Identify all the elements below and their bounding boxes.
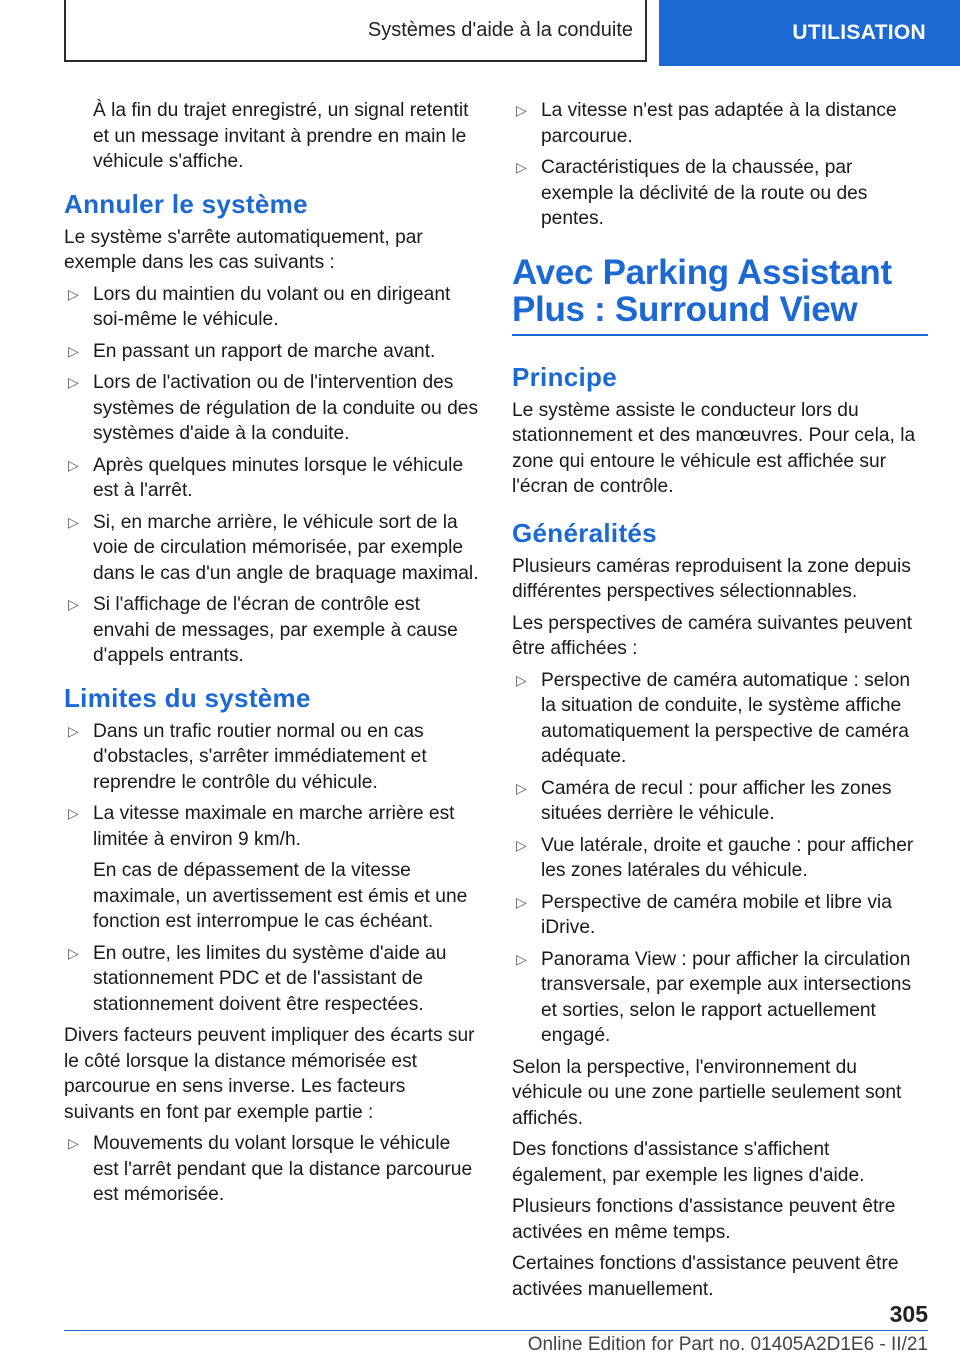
list-item: ▷ La vitesse maximale en marche arrière est limitée à environ 9 km/h. En cas de dépassement de la vitesse maximale, un avertissement est émis et une fonction est interrompue le cas échéant. xyxy=(64,801,480,935)
camera-perspectives-list xyxy=(512,668,928,1049)
triangle-bullet-icon: ▷ xyxy=(68,456,79,473)
list-item: ▷ En outre, les limites du système d'aide au stationnement PDC et de l'assistant de stationnement doivent être respectées. xyxy=(68,942,447,1015)
principle-text: Le système assiste le conducteur lors du stationnement et des manœuvres. Pour cela, la zone qui entoure le véhicule est affichée sur l'écran de contrôle. xyxy=(512,399,916,497)
triangle-bullet-icon: ▷ xyxy=(68,1135,79,1151)
general-text-1: Plusieurs caméras reproduisent la zone depuis différentes perspectives sélectionnables. xyxy=(512,555,911,602)
list-item: ▷ En passant un rapport de marche avant. xyxy=(64,339,480,365)
header-chapter-tab xyxy=(659,0,960,66)
list-item: ▷ Mouvements du volant lorsque le véhicule est l'arrêt pendant que la distance parcourue est mémorisée. xyxy=(68,1133,473,1205)
general-text-4: Des fonctions d'assistance s'affichent également, par exemple les lignes d'aide. xyxy=(512,1139,865,1186)
heading-general: Généralités xyxy=(512,517,657,548)
left-column xyxy=(64,98,480,1214)
heading-cancel-system: Annuler le système xyxy=(64,188,308,219)
heading-surround-view: Avec Parking Assistant Plus : Surround View xyxy=(512,254,928,336)
list-item: ▷ Perspective de caméra mobile et libre via iDrive. xyxy=(516,891,892,938)
triangle-bullet-icon: ▷ xyxy=(516,779,527,796)
triangle-bullet-icon: ▷ xyxy=(68,374,79,390)
footer-divider xyxy=(64,1330,928,1331)
header-section-title xyxy=(64,0,647,62)
list-item: ▷ Caméra de recul : pour afficher les zones situées derrière le véhicule. xyxy=(516,777,892,824)
cancel-list xyxy=(64,282,480,669)
list-item: ▷ Panorama View : pour afficher la circulation transversale, par exemple aux intersections et sorties, selon le rapport actuellement engagé. xyxy=(516,948,912,1046)
list-item: ▷ Si, en marche arrière, le véhicule sort de la voie de circulation mémorisée, par exemple dans le cas d'un angle de braquage maximal. xyxy=(68,511,479,584)
intro-paragraph: À la fin du trajet enregistré, un signal retentit et un message invitant à prendre en main le véhicule s'affiche. xyxy=(93,100,469,172)
list-item-subtext: En cas de dépassement de la vitesse maximale, un avertissement est émis et une fonction est interrompue le cas échéant. xyxy=(93,860,468,932)
triangle-bullet-icon: ▷ xyxy=(68,722,79,739)
list-item: ▷ Lors de l'activation ou de l'intervention des systèmes de régulation de la conduite ou des systèmes d'aide à la conduite. xyxy=(68,372,479,444)
triangle-bullet-icon: ▷ xyxy=(68,944,79,961)
limits-factors-text: Divers facteurs peuvent impliquer des écarts sur le côté lorsque la distance mémorisée est parcourue en sens inverse. Les facteurs suivants en font par exemple partie : xyxy=(64,1025,475,1123)
section-title: Systèmes d'aide à la conduite xyxy=(367,18,633,41)
general-text-3: Selon la perspective, l'environnement du véhicule ou une zone partielle seulement sont affichés. xyxy=(512,1056,902,1129)
triangle-bullet-icon: ▷ xyxy=(516,950,527,967)
triangle-bullet-icon: ▷ xyxy=(68,596,79,612)
page-number: 305 xyxy=(889,1301,928,1327)
triangle-bullet-icon: ▷ xyxy=(516,893,527,910)
list-item: ▷ Dans un trafic routier normal ou en cas d'obstacles, s'arrêter immédiatement et reprendre le contrôle du véhicule. xyxy=(68,720,427,793)
triangle-bullet-icon: ▷ xyxy=(516,671,527,688)
heading-system-limits: Limites du système xyxy=(64,682,311,713)
list-item: ▷ La vitesse n'est pas adaptée à la distance parcourue. xyxy=(516,100,897,147)
heading-principle: Principe xyxy=(512,361,617,392)
factors-list xyxy=(64,1131,480,1208)
general-text-6: Certaines fonctions d'assistance peuvent être activées manuellement. xyxy=(512,1253,899,1300)
list-item: ▷ Si l'affichage de l'écran de contrôle est envahi de messages, par exemple à cause d'appels entrants. xyxy=(68,594,458,666)
list-item: ▷ Perspective de caméra automatique : selon la situation de conduite, le système affiche automatiquement la perspective de caméra adéquate. xyxy=(516,669,911,767)
footer-edition: Online Edition for Part no. 01405A2D1E6 - II/21 xyxy=(527,1334,928,1355)
triangle-bullet-icon: ▷ xyxy=(68,342,79,359)
triangle-bullet-icon: ▷ xyxy=(516,159,527,175)
general-text-5: Plusieurs fonctions d'assistance peuvent être activées en même temps. xyxy=(512,1196,896,1243)
chapter-title: UTILISATION xyxy=(792,21,926,44)
factors-list-continued xyxy=(512,98,928,232)
list-item: ▷ Après quelques minutes lorsque le véhicule est à l'arrêt. xyxy=(68,454,464,501)
triangle-bullet-icon: ▷ xyxy=(68,805,79,821)
list-item: ▷ Vue latérale, droite et gauche : pour afficher les zones latérales du véhicule. xyxy=(516,834,914,881)
right-column xyxy=(512,98,928,1308)
list-item: ▷ Lors du maintien du volant ou en dirigeant soi-même le véhicule. xyxy=(68,283,451,330)
triangle-bullet-icon: ▷ xyxy=(516,836,527,853)
triangle-bullet-icon: ▷ xyxy=(68,513,79,530)
triangle-bullet-icon: ▷ xyxy=(516,102,527,118)
cancel-text: Le système s'arrête automatiquement, par exemple dans les cas suivants : xyxy=(64,226,423,273)
list-item: ▷ Caractéristiques de la chaussée, par exemple la déclivité de la route ou des pentes. xyxy=(516,157,868,229)
triangle-bullet-icon: ▷ xyxy=(68,285,79,302)
limits-list xyxy=(64,719,480,1018)
general-text-2: Les perspectives de caméra suivantes peuvent être affichées : xyxy=(512,612,912,659)
